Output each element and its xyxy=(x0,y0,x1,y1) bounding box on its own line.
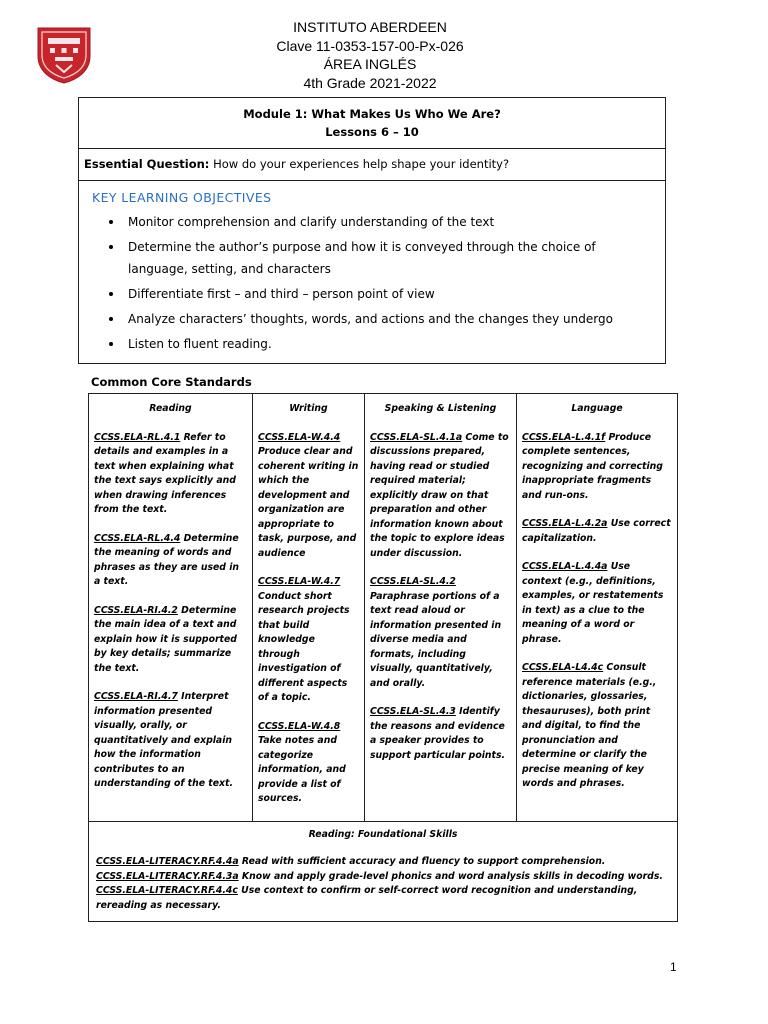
standard-text: Know and apply grade-level phonics and word analysis skills in decoding words. xyxy=(241,870,663,882)
standard-link[interactable]: CCSS.ELA-W.4.8 xyxy=(258,720,341,732)
standard-text: Produce complete sentences, recognizing and correcting inappropriate fragments and run-ons. xyxy=(522,431,663,501)
standard-link[interactable]: CCSS.ELA-SL.4.2 xyxy=(370,576,456,587)
standard-text: Interpret information presented visually, orally, or quantitatively and explain how the information contributes to an understanding of the text. xyxy=(94,691,233,789)
reading-standards-cell xyxy=(89,431,253,822)
standards-body-row xyxy=(89,431,678,822)
module-box xyxy=(78,97,666,364)
objectives-heading: KEY LEARNING OBJECTIVES xyxy=(92,190,272,205)
essential-question-text: How do your experiences help shape your identity? xyxy=(213,157,510,171)
standard-item xyxy=(370,431,511,562)
standard-item xyxy=(370,575,511,691)
standard-text: Determine the main idea of a text and explain how it is supported by key details; summarize the text. xyxy=(94,604,237,674)
foundational-skills-cell xyxy=(89,821,678,922)
standard-text: Use context to confirm or self-correct word recognition and understanding, rereading as necessary. xyxy=(96,885,638,911)
standard-item xyxy=(94,532,247,590)
standard-text: Use context (e.g., definitions, examples, or restatements in text) as a clue to the meaning of a word or phrase. xyxy=(522,561,664,645)
standard-text: Consult reference materials (e.g., dictionaries, glossaries, thesauruses), both print and digital, to find the pronunciation and determine or clarify the precise meaning of key words and phrases. xyxy=(522,662,657,789)
standard-link[interactable]: CCSS.ELA-RI.4.2 xyxy=(94,604,178,616)
standard-item xyxy=(370,705,511,763)
column-header-writing: Writing xyxy=(253,394,365,431)
essential-question-label: Essential Question: xyxy=(84,157,210,171)
standard-link[interactable]: CCSS.ELA-L.4.1f xyxy=(522,431,606,443)
objective-item: Listen to fluent reading. xyxy=(79,333,665,355)
standard-item xyxy=(522,517,672,546)
school-crest-logo xyxy=(36,26,92,84)
standard-link[interactable]: CCSS.ELA-L4.4c xyxy=(522,662,604,673)
standard-item xyxy=(94,431,247,518)
objectives-list xyxy=(79,211,665,355)
standard-text: Read with sufficient accuracy and fluency to support comprehension. xyxy=(241,856,606,867)
standard-text: Conduct short research projects that build knowledge through investigation of different aspects of a topic. xyxy=(258,590,350,703)
standards-table xyxy=(88,393,678,922)
standard-item xyxy=(522,661,672,792)
school-header xyxy=(200,18,540,92)
standard-item xyxy=(94,690,247,792)
standards-heading: Common Core Standards xyxy=(91,375,252,389)
module-title-block xyxy=(79,98,665,149)
standard-item xyxy=(522,431,672,504)
standard-link[interactable]: CCSS.ELA-SL.4.1a xyxy=(370,431,463,443)
standard-link[interactable]: CCSS.ELA-W.4.4 xyxy=(258,431,341,443)
standard-link[interactable]: CCSS.ELA-LITERACY.RF.4.3a xyxy=(96,870,239,882)
standard-link[interactable]: CCSS.ELA-LITERACY.RF.4.4a xyxy=(96,856,239,867)
page-number: 1 xyxy=(670,960,677,974)
objective-item: Analyze characters’ thoughts, words, and actions and the changes they undergo xyxy=(79,308,665,330)
foundational-skills-title: Reading: Foundational Skills xyxy=(308,828,458,840)
standard-item xyxy=(522,560,672,647)
objective-item: Differentiate first – and third – person point of view xyxy=(79,283,665,305)
standard-link[interactable]: CCSS.ELA-LITERACY.RF.4.4c xyxy=(96,885,238,896)
standard-text: Come to discussions prepared, having read or studied required material; explicitly draw on that preparation and other information known about the topic to explore ideas under discussion. xyxy=(370,431,509,559)
essential-question xyxy=(79,149,665,181)
module-title: Module 1: What Makes Us Who We Are? xyxy=(243,107,501,121)
foundational-item xyxy=(96,855,670,870)
standards-header-row xyxy=(89,394,678,431)
school-clave: Clave 11-0353-157-00-Px-026 xyxy=(276,37,464,54)
standard-link[interactable]: CCSS.ELA-RI.4.7 xyxy=(94,691,178,702)
standard-link[interactable]: CCSS.ELA-RL.4.4 xyxy=(94,532,181,544)
column-header-speaking-listening: Speaking & Listening xyxy=(365,394,517,431)
writing-standards-cell xyxy=(253,431,365,822)
foundational-item xyxy=(96,884,670,913)
column-header-reading: Reading xyxy=(89,394,253,431)
standard-text: Refer to details and examples in a text when explaining what the text says explicitly and when drawing inferences from the text. xyxy=(94,431,236,515)
standard-link[interactable]: CCSS.ELA-SL.4.3 xyxy=(370,706,456,717)
module-lessons: Lessons 6 – 10 xyxy=(325,125,419,139)
standard-text: Paraphrase portions of a text read aloud or information presented in diverse media and formats, including visually, quantitatively, and orally. xyxy=(370,590,502,689)
school-area: ÁREA INGLÉS xyxy=(323,56,417,72)
foundational-skills-row xyxy=(89,821,678,922)
column-header-language: Language xyxy=(517,394,678,431)
objective-item: Monitor comprehension and clarify understanding of the text xyxy=(79,211,665,233)
speaking-listening-standards-cell xyxy=(365,431,517,822)
standard-item xyxy=(94,604,247,677)
standard-item xyxy=(258,431,359,562)
objective-item: Determine the author’s purpose and how it is conveyed through the choice of language, setting, and characters xyxy=(79,236,665,280)
standard-text: Determine the meaning of words and phrases as they are used in a text. xyxy=(94,532,240,587)
standard-text: Produce clear and coherent writing in which the development and organization are appropriate to task, purpose, and audience xyxy=(258,446,359,559)
standard-link[interactable]: CCSS.ELA-W.4.7 xyxy=(258,576,341,587)
standard-link[interactable]: CCSS.ELA-L.4.2a xyxy=(522,518,608,529)
standard-item xyxy=(258,575,359,706)
foundational-item xyxy=(96,870,670,885)
standard-link[interactable]: CCSS.ELA-L.4.4a xyxy=(522,561,608,572)
school-grade: 4th Grade 2021-2022 xyxy=(303,74,437,91)
school-name: INSTITUTO ABERDEEN xyxy=(293,19,447,35)
standard-item xyxy=(258,720,359,807)
standard-text: Use correct capitalization. xyxy=(522,518,671,544)
language-standards-cell xyxy=(517,431,678,822)
standard-link[interactable]: CCSS.ELA-RL.4.1 xyxy=(94,431,181,443)
standard-text: Take notes and categorize information, and provide a list of sources. xyxy=(258,735,346,804)
standard-text: Identify the reasons and evidence a speaker provides to support particular points. xyxy=(370,706,506,761)
